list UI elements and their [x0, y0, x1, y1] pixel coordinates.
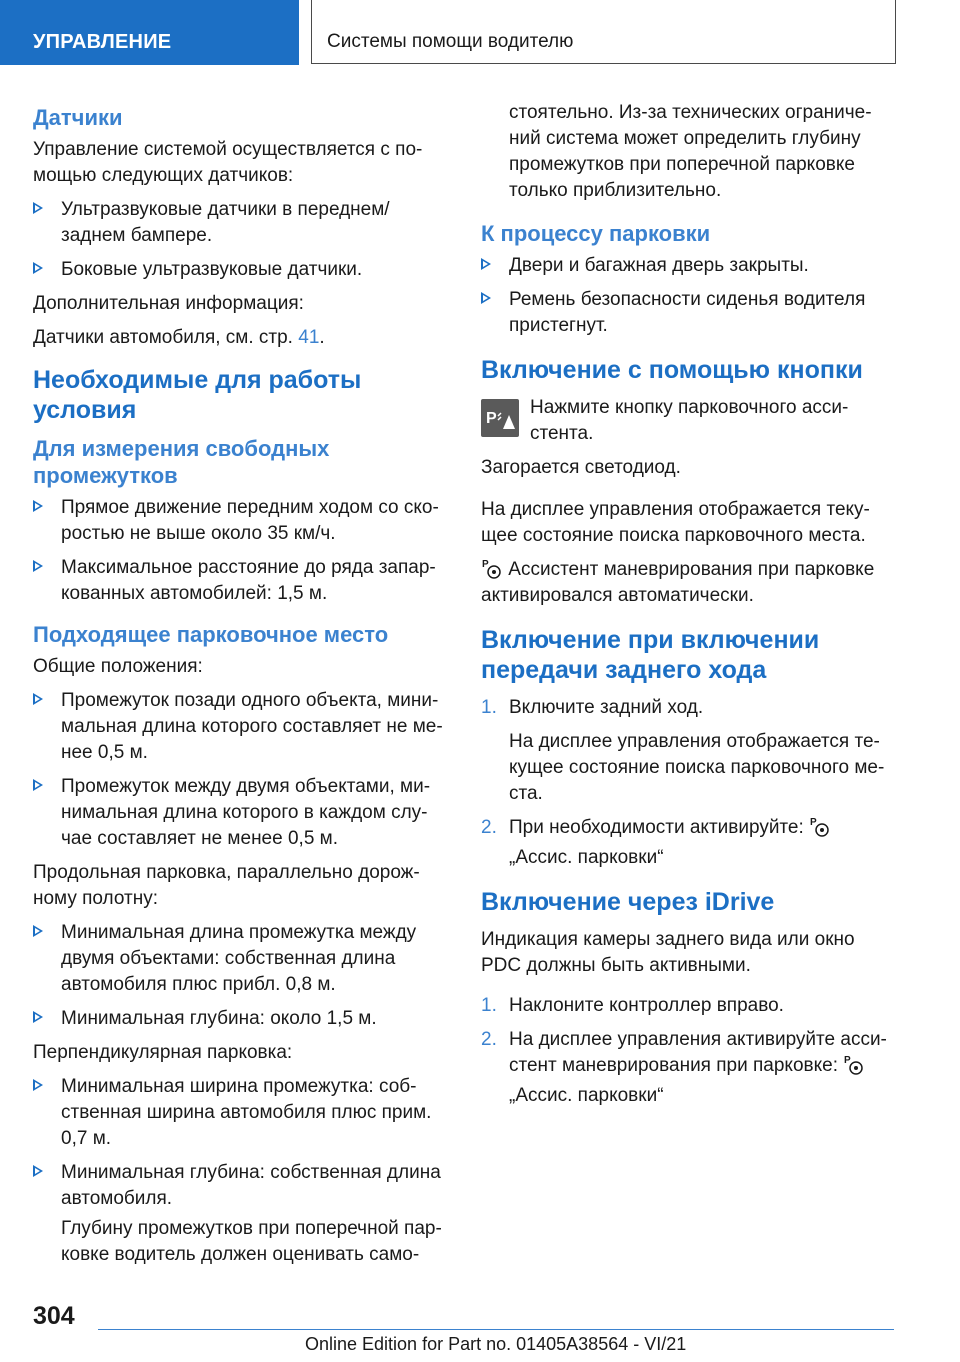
gaps-heading: Для измерения свободных промежутков	[33, 436, 330, 488]
perp-label: Перпендикулярная парковка:	[33, 1042, 293, 1063]
section-title: УПРАВЛЕНИЕ	[33, 31, 172, 53]
triangle-bullet-icon	[33, 560, 43, 572]
list-item: Минимальная длина промежутка между двумя объектами: собственная длина автомобиля плюс прибл. 0,8 м.	[33, 920, 451, 998]
step-item: 1. Включите задний ход. На дисплее управления отображается те-кущее состояние поиска парковочного ме-ста.	[481, 697, 885, 804]
list-item: Промежуток между двумя объектами, ми-нимальная длина которого в каждом слу-чае составляет не менее 0,5 м.	[33, 774, 451, 852]
park-assist-icon	[809, 815, 831, 837]
chapter-title: Системы помощи водителю	[327, 31, 574, 52]
svg-text:P: P	[486, 410, 497, 427]
list-item: Ремень безопасности сиденья водителя пристегнут.	[481, 287, 896, 339]
svg-text:P: P	[844, 1055, 851, 1066]
cross-reference: Датчики автомобиля, см. стр. 41.	[33, 327, 325, 348]
reverse-heading: Включение при включении передачи заднего хода	[481, 626, 820, 684]
general-label: Общие положения:	[33, 656, 203, 677]
list-item: Боковые ультразвуковые датчики.	[33, 257, 451, 283]
chapter-tab	[311, 0, 896, 64]
list-item: Минимальная глубина: собственная длина автомобиля.	[33, 1160, 451, 1212]
right-column	[481, 100, 896, 1117]
led-text: Загорается светодиод.	[481, 457, 681, 478]
sensors-intro: Управление системой осуществляется с по-мощью следующих датчиков:	[33, 139, 423, 186]
triangle-bullet-icon	[481, 292, 491, 304]
svg-text:P: P	[482, 559, 489, 570]
idrive-heading: Включение через iDrive	[481, 888, 775, 916]
list-item: Минимальная глубина: около 1,5 м.	[33, 1006, 451, 1032]
triangle-bullet-icon	[33, 693, 43, 705]
triangle-bullet-icon	[33, 1079, 43, 1091]
left-column	[33, 100, 451, 1268]
process-heading: К процессу парковки	[481, 221, 711, 246]
idrive-intro: Индикация камеры заднего вида или окно PDC должны быть активными.	[481, 929, 855, 976]
park-assist-icon	[843, 1053, 865, 1075]
list-item: Двери и багажная дверь закрыты.	[481, 253, 896, 279]
display-status: На дисплее управления отображается теку-щее состояние поиска парковочного места.	[481, 499, 870, 546]
spot-heading: Подходящее парковочное место	[33, 622, 389, 647]
triangle-bullet-icon	[33, 779, 43, 791]
triangle-bullet-icon	[33, 1165, 43, 1177]
continued-text: стоятельно. Из-за технических ограниче-ний система может определить глубину промежутков при поперечной парковке только приблизительно.	[509, 102, 872, 201]
sensors-heading: Датчики	[33, 105, 123, 130]
more-info: Дополнительная информация:	[33, 293, 304, 314]
conditions-heading: Необходимые для работы условия	[33, 366, 362, 424]
list-item: Прямое движение передним ходом со ско-ростью не выше около 35 км/ч.	[33, 495, 451, 547]
park-assist-button-icon	[481, 399, 519, 437]
triangle-bullet-icon	[33, 925, 43, 937]
svg-text:P: P	[810, 817, 817, 828]
parallel-label: Продольная парковка, параллельно дорож-ному полотну:	[33, 862, 420, 909]
list-item: Ультразвуковые датчики в переднем/заднем бампере.	[33, 197, 451, 249]
step-item: 2. На дисплее управления активируйте асси-стент маневрирования при парковке: P „Ассис. парковки“	[481, 1029, 887, 1106]
step-item: 1. Наклоните контроллер вправо.	[481, 995, 784, 1016]
triangle-bullet-icon	[33, 202, 43, 214]
triangle-bullet-icon	[33, 500, 43, 512]
triangle-bullet-icon	[33, 262, 43, 274]
triangle-bullet-icon	[33, 1011, 43, 1023]
button-heading: Включение с помощью кнопки	[481, 356, 863, 384]
park-assist-icon	[481, 557, 503, 579]
triangle-bullet-icon	[481, 258, 491, 270]
list-item: Максимальное расстояние до ряда запар-кованных автомобилей: 1,5 м.	[33, 555, 451, 607]
edition-text: Online Edition for Part no. 01405A38564 - VI/21	[305, 1334, 687, 1354]
footer-divider	[98, 1329, 894, 1330]
auto-active: P Ассистент маневрирования при парковке активировался автоматически.	[481, 559, 875, 606]
section-tab	[0, 0, 299, 65]
page-link[interactable]: 41	[298, 327, 320, 348]
page-number: 304	[33, 1302, 75, 1330]
perp-note: Глубину промежутков при поперечной пар-ковке водитель должен оценивать само-	[61, 1218, 442, 1265]
list-item: Промежуток позади одного объекта, мини-мальная длина которого составляет не ме-нее 0,5 м.	[33, 688, 451, 766]
button-instruction: P Нажмите кнопку парковочного асси-стента.	[481, 395, 896, 447]
list-item: Минимальная ширина промежутка: соб-ственная ширина автомобиля плюс прим. 0,7 м.	[33, 1074, 451, 1152]
step-item: 2. При необходимости активируйте: P „Ассис. парковки“	[481, 815, 896, 871]
